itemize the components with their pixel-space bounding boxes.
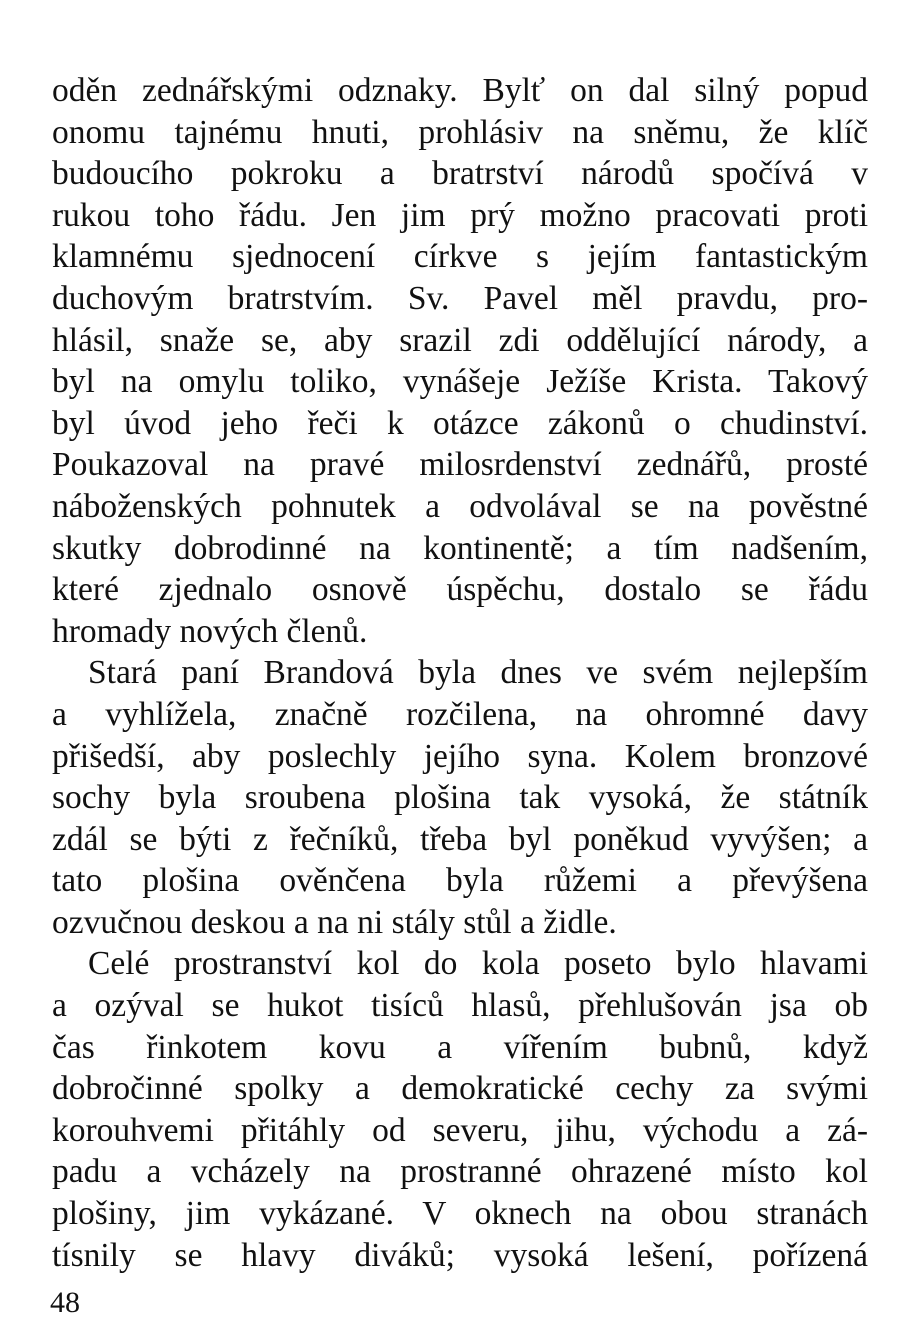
text-line: hlásil, snaže se, aby srazil zdi oddělující národy, a — [52, 321, 868, 359]
text-line: duchovým bratrstvím. Sv. Pavel měl pravdu, pro- — [52, 279, 868, 317]
text-line: Stará paní Brandová byla dnes ve svém nejlepším — [88, 654, 868, 692]
text-line: onomu tajnému hnuti, prohlásiv na sněmu, že klíč — [52, 113, 868, 151]
paragraph-3 — [52, 943, 868, 1276]
text-line: plošiny, jim vykázané. V oknech na obou stranách — [52, 1195, 868, 1233]
text-line: padu a vcházely na prostranné ohrazené místo kol — [52, 1153, 868, 1191]
text-line: oděn zednářskými odznaky. Bylť on dal silný popud — [52, 72, 868, 109]
paragraph-2 — [52, 652, 868, 943]
text-line: budoucího pokroku a bratrství národů spočívá v — [52, 155, 868, 193]
text-line: korouhvemi přitáhly od severu, jihu, východu a zá- — [52, 1111, 868, 1149]
text-line: Celé prostranství kol do kola poseto bylo hlavami — [88, 945, 868, 983]
text-line: sochy byla sroubena plošina tak vysoká, že státník — [52, 779, 868, 817]
text-line: Poukazoval na pravé milosrdenství zednářů, prosté — [52, 446, 868, 484]
page-number: 48 — [50, 1286, 80, 1319]
text-line: čas řinkotem kovu a vířením bubnů, když — [52, 1028, 868, 1066]
text-line: byl úvod jeho řeči k otázce zákonů o chudinství. — [52, 404, 868, 442]
text-line: náboženských pohnutek a odvolával se na pověstné — [52, 487, 868, 525]
paragraph-1 — [52, 70, 868, 652]
text-line: a vyhlížela, značně rozčilena, na ohromné davy — [52, 695, 868, 733]
text-line: byl na omylu toliko, vynášeje Ježíše Krista. Takový — [52, 363, 868, 401]
text-line: hromady nových členů. — [52, 612, 368, 650]
text-line: a ozýval se hukot tisíců hlasů, přehlušován jsa ob — [52, 987, 868, 1025]
text-line: tato plošina ověnčena byla růžemi a převýšena — [52, 862, 868, 900]
text-line: zdál se býti z řečníků, třeba byl poněkud vyvýšen; a — [52, 820, 868, 858]
text-line: které zjednalo osnově úspěchu, dostalo se řádu — [52, 571, 868, 609]
text-line: rukou toho řádu. Jen jim prý možno pracovati proti — [52, 196, 868, 234]
text-line: ozvučnou deskou a na ni stály stůl a židle. — [52, 903, 617, 941]
book-page — [52, 70, 868, 1276]
text-line: klamnému sjednocení církve s jejím fantastickým — [52, 238, 868, 276]
text-line: přišedší, aby poslechly jejího syna. Kolem bronzové — [52, 737, 868, 775]
text-line: tísnily se hlavy diváků; vysoká lešení, pořízená — [52, 1236, 868, 1274]
text-line: skutky dobrodinné na kontinentě; a tím nadšením, — [52, 529, 868, 567]
text-line: dobročinné spolky a demokratické cechy za svými — [52, 1070, 868, 1108]
